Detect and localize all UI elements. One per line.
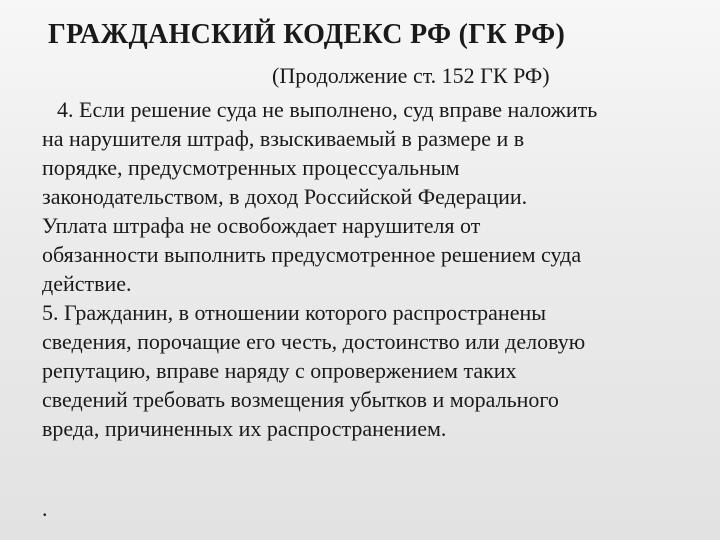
body-line: порядке, предусмотренных процессуальным — [42, 155, 460, 180]
trailing-bullet: . — [42, 496, 48, 521]
body-line: вреда, причиненных их распространением. — [42, 416, 447, 441]
body-line: действие. — [42, 271, 132, 296]
slide-subtitle: (Продолжение ст. 152 ГК РФ) — [272, 63, 550, 88]
body-line: законодательством, в доход Российской Федерации. — [42, 184, 528, 209]
body-line: на нарушителя штраф, взыскиваемый в размере и в — [42, 126, 525, 151]
body-line: репутацию, вправе наряду с опровержением таких — [42, 358, 517, 383]
body-line: обязанности выполнить предусмотренное решением суда — [42, 242, 582, 267]
body-line: 5. Гражданин, в отношении которого распространены — [42, 300, 547, 325]
body-line: 4. Если решение суда не выполнено, суд вправе наложить — [57, 97, 598, 122]
body-line: Уплата штрафа не освобождает нарушителя от — [42, 213, 481, 238]
slide-title: ГРАЖДАНСКИЙ КОДЕКС РФ (ГК РФ) — [48, 19, 566, 50]
body-line: сведений требовать возмещения убытков и морального — [42, 387, 559, 412]
body-text — [42, 95, 714, 443]
body-line: сведения, порочащие его честь, достоинство или деловую — [42, 329, 586, 354]
